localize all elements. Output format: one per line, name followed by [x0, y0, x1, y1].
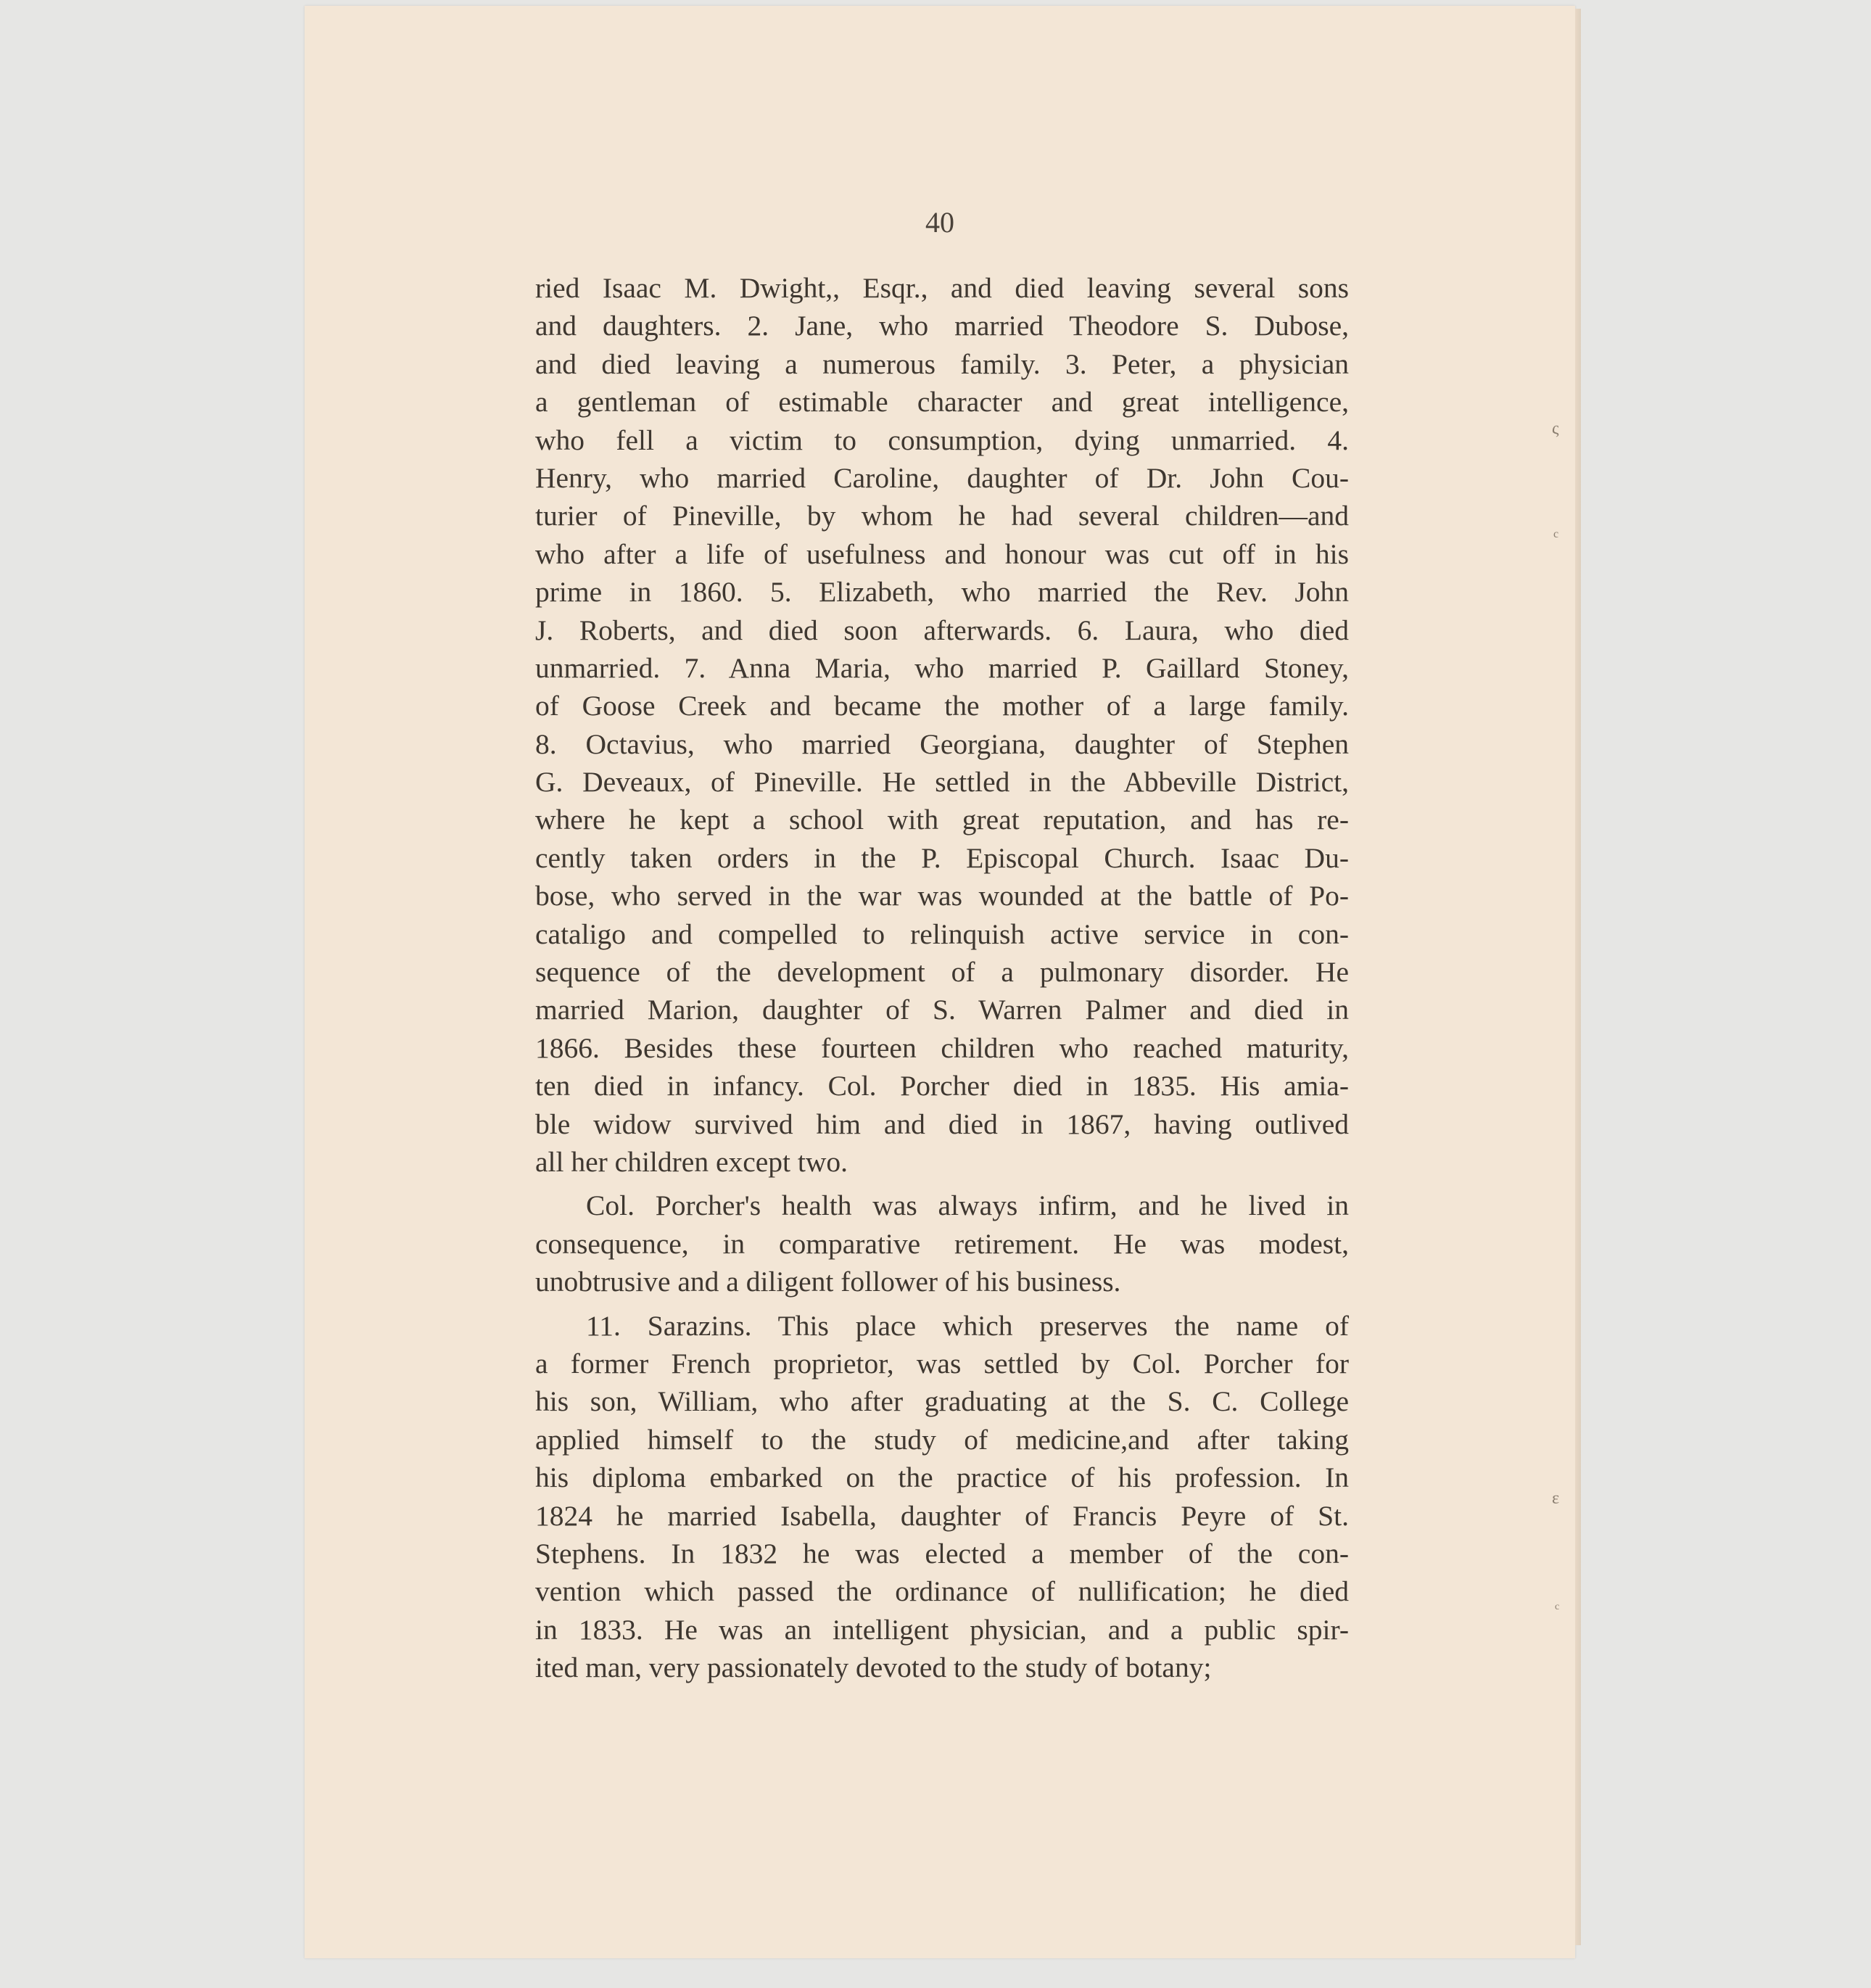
text-line: J. Roberts, and died soon afterwards. 6. Laura, who died: [535, 614, 1349, 646]
paragraph: [535, 1187, 1349, 1300]
text-line: Stephens. In 1832 he was elected a member of the con-: [535, 1537, 1349, 1570]
margin-mark: c: [1553, 528, 1559, 540]
text-line: 1866. Besides these fourteen children who reached maturity,: [535, 1031, 1349, 1064]
text-line: his diploma embarked on the practice of his profession. In: [535, 1461, 1349, 1494]
text-line: married Marion, daughter of S. Warren Palmer and died in: [535, 994, 1349, 1026]
text-line: all her children except two.: [535, 1145, 848, 1178]
text-line: sequence of the development of a pulmonary disorder. He: [535, 956, 1349, 989]
text-line: 8. Octavius, who married Georgiana, daughter of Stephen: [535, 727, 1349, 760]
text-line: cataligo and compelled to relinquish active service in con-: [535, 917, 1349, 950]
page-edge: [1575, 9, 1581, 1945]
text-line: unobtrusive and a diligent follower of his business.: [535, 1266, 1121, 1298]
text-line: vention which passed the ordinance of nullification; he died: [535, 1575, 1349, 1608]
text-line: and died leaving a numerous family. 3. Peter, a physician: [535, 347, 1349, 380]
text-line: who fell a victim to consumption, dying unmarried. 4.: [535, 424, 1349, 456]
text-line: of Goose Creek and became the mother of a large family.: [535, 690, 1349, 722]
paragraph: [535, 1307, 1349, 1687]
paragraph-gap: [535, 1181, 1349, 1187]
margin-mark: ɛ: [1552, 1489, 1560, 1508]
body-text: [535, 269, 1349, 1686]
text-line: a gentleman of estimable character and great intelligence,: [535, 386, 1349, 418]
book-page: [305, 6, 1575, 1958]
margin-mark: c: [1555, 1601, 1560, 1612]
text-line: in 1833. He was an intelligent physician, and a public spir-: [535, 1613, 1349, 1646]
text-line: ried Isaac M. Dwight,, Esqr., and died leaving several sons: [535, 272, 1349, 304]
text-line: applied himself to the study of medicine,and after taking: [535, 1423, 1349, 1456]
text-line: G. Deveaux, of Pineville. He settled in the Abbeville District,: [535, 766, 1349, 799]
text-line: bose, who served in the war was wounded at the battle of Po-: [535, 880, 1349, 912]
text-line: cently taken orders in the P. Episcopal Church. Isaac Du-: [535, 841, 1349, 874]
text-line: where he kept a school with great reputation, and has re-: [535, 804, 1349, 836]
text-line: ited man, very passionately devoted to the study of botany;: [535, 1651, 1212, 1684]
text-line: unmarried. 7. Anna Maria, who married P. Gaillard Stoney,: [535, 651, 1349, 684]
text-line: 11. Sarazins. This place which preserves the name of: [586, 1309, 1349, 1342]
page-number: 40: [925, 206, 954, 239]
paragraph: [535, 269, 1349, 1181]
text-line: 1824 he married Isabella, daughter of Francis Peyre of St.: [535, 1499, 1349, 1532]
margin-mark: ς: [1552, 419, 1559, 438]
text-line: ble widow survived him and died in 1867, having outlived: [535, 1108, 1349, 1140]
text-line: and daughters. 2. Jane, who married Theodore S. Dubose,: [535, 310, 1349, 342]
text-line: prime in 1860. 5. Elizabeth, who married the Rev. John: [535, 576, 1349, 609]
paragraph-gap: [535, 1301, 1349, 1307]
text-line: turier of Pineville, by whom he had several children—and: [535, 500, 1349, 532]
text-line: Henry, who married Caroline, daughter of Dr. John Cou-: [535, 461, 1349, 494]
text-line: a former French proprietor, was settled by Col. Porcher for: [535, 1347, 1349, 1379]
text-line: ten died in infancy. Col. Porcher died in 1835. His amia-: [535, 1070, 1349, 1102]
text-line: his son, William, who after graduating at the S. C. College: [535, 1385, 1349, 1418]
text-line: who after a life of usefulness and honour was cut off in his: [535, 537, 1349, 570]
text-line: Col. Porcher's health was always infirm, and he lived in: [586, 1189, 1349, 1222]
text-line: consequence, in comparative retirement. He was modest,: [535, 1227, 1349, 1260]
